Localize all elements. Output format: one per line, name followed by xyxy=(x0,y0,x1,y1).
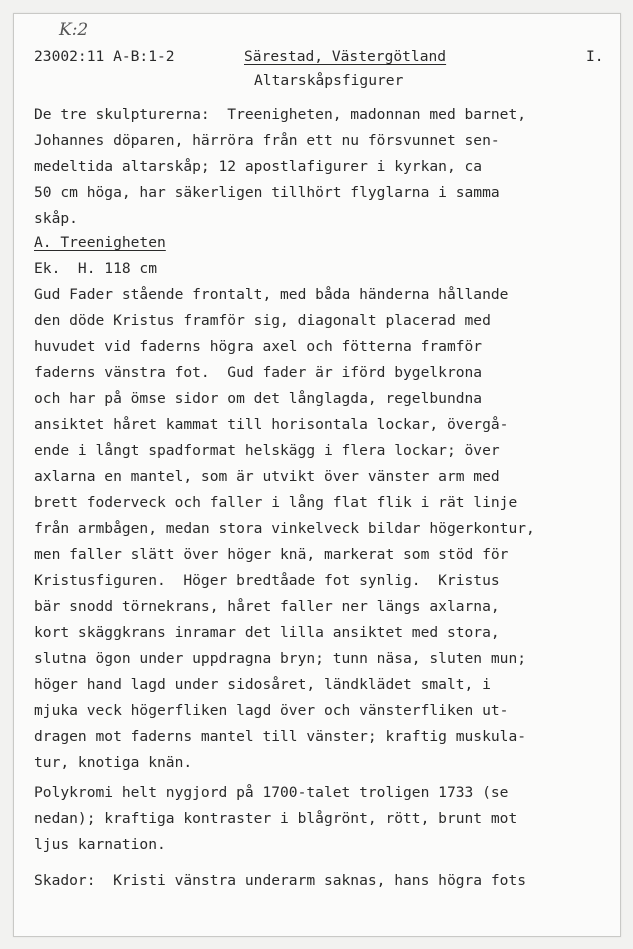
location-title: Särestad, Västergötland xyxy=(244,48,447,65)
handwritten-mark: K:2 xyxy=(59,20,89,40)
description-line: dragen mot faderns mantel till vänster; kraftig muskula- xyxy=(34,728,527,745)
description-line: men faller slätt över höger knä, markerat som stöd för xyxy=(34,546,509,563)
description-line: ansiktet håret kammat till horisontala lockar, övergå- xyxy=(34,416,509,433)
description-line: brett foderveck och faller i lång flat flik i rät linje xyxy=(34,494,518,511)
index-card xyxy=(13,13,621,937)
polychromy-line: Polykromi helt nygjord på 1700-talet troligen 1733 (se xyxy=(34,784,509,801)
description-line: huvudet vid faderns högra axel och fötterna framför xyxy=(34,338,483,355)
description-line: Kristusfiguren. Höger bredtåade fot synlig. Kristus xyxy=(34,572,500,589)
material-line: Ek. H. 118 cm xyxy=(34,260,158,277)
description-line: och har på ömse sidor om det långlagda, regelbundna xyxy=(34,390,483,407)
intro-line: medeltida altarskåp; 12 apostlafigurer i kyrkan, ca xyxy=(34,158,483,175)
description-line: från armbågen, medan stora vinkelveck bildar högerkontur, xyxy=(34,520,535,537)
description-line: faderns vänstra fot. Gud fader är iförd bygelkrona xyxy=(34,364,483,381)
damage-line: Skador: Kristi vänstra underarm saknas, hans högra fots xyxy=(34,872,527,889)
description-line: mjuka veck högerfliken lagd över och vänsterfliken ut- xyxy=(34,702,509,719)
intro-line: skåp. xyxy=(34,210,78,227)
intro-line: De tre skulpturerna: Treenigheten, madonnan med barnet, xyxy=(34,106,527,123)
subject-title: Altarskåpsfigurer xyxy=(254,72,404,89)
description-line: axlarna en mantel, som är utvikt över vänster arm med xyxy=(34,468,500,485)
description-line: kort skäggkrans inramar det lilla ansiktet med stora, xyxy=(34,624,500,641)
description-line: ende i långt spadformat helskägg i flera lockar; över xyxy=(34,442,500,459)
intro-line: 50 cm höga, har säkerligen tillhört flyglarna i samma xyxy=(34,184,500,201)
polychromy-line: nedan); kraftiga kontraster i blågrönt, rött, brunt mot xyxy=(34,810,518,827)
description-line: tur, knotiga knän. xyxy=(34,754,193,771)
page-number: I. xyxy=(586,48,604,65)
polychromy-line: ljus karnation. xyxy=(34,836,166,853)
description-line: den döde Kristus framför sig, diagonalt placerad med xyxy=(34,312,491,329)
catalog-number: 23002:11 A-B:1-2 xyxy=(34,48,175,65)
description-line: slutna ögon under uppdragna bryn; tunn näsa, sluten mun; xyxy=(34,650,527,667)
description-line: bär snodd törnekrans, håret faller ner längs axlarna, xyxy=(34,598,500,615)
description-line: Gud Fader stående frontalt, med båda händerna hållande xyxy=(34,286,509,303)
description-line: höger hand lagd under sidosåret, ländklädet smalt, i xyxy=(34,676,491,693)
section-heading: A. Treenigheten xyxy=(34,234,166,251)
intro-line: Johannes döparen, härröra från ett nu försvunnet sen- xyxy=(34,132,500,149)
